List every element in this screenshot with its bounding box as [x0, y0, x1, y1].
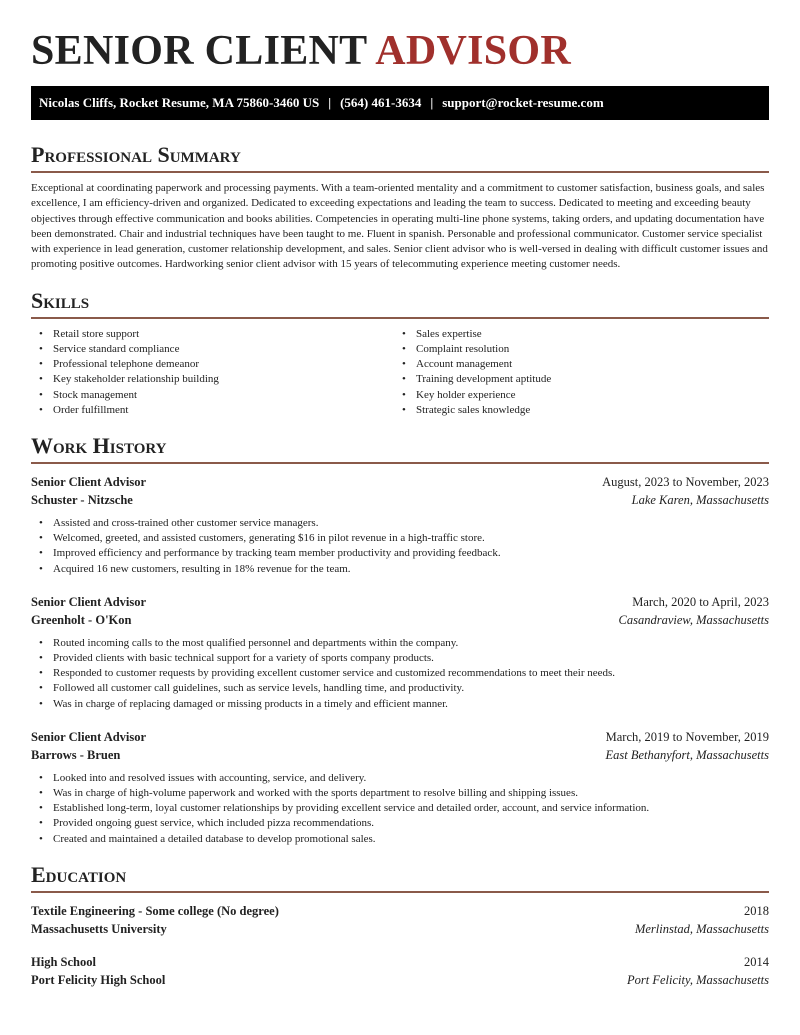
job-bullet: • Looked into and resolved issues with accounting, service, and delivery. — [31, 771, 769, 786]
skill-item: • Professional telephone demeanor — [31, 357, 394, 372]
job-location: Casandraview, Massachusetts — [618, 612, 769, 627]
job-dates: March, 2019 to November, 2019 — [605, 729, 769, 744]
education-year: 2018 — [744, 903, 769, 918]
skills-heading: Skills — [31, 288, 769, 319]
job-bullet: • Welcomed, greeted, and assisted customers, generating $16 in pilot revenue in a high-traffic store. — [31, 531, 769, 546]
skill-item: • Order fulfillment — [31, 403, 394, 418]
contact-separator: | — [430, 95, 434, 110]
job-dates: August, 2023 to November, 2023 — [602, 475, 769, 489]
job-title: Senior Client Advisor — [31, 475, 147, 489]
job-dates: March, 2020 to April, 2023 — [632, 594, 769, 609]
education-school: Port Felicity High School — [31, 972, 166, 987]
job-bullets — [31, 516, 769, 577]
job-company: Schuster - Nitzsche — [31, 493, 133, 507]
job-bullet: • Acquired 16 new customers, resulting in 18% revenue for the team. — [31, 562, 769, 577]
job-company: Greenholt - O'Kon — [31, 612, 132, 627]
job-title: Senior Client Advisor — [31, 594, 147, 609]
job-bullet: • Responded to customer requests by providing excellent customer service and customized recommendations to meet their needs. — [31, 666, 769, 681]
job-bullet: • Assisted and cross-trained other customer service managers. — [31, 516, 769, 531]
title-first: SENIOR CLIENT — [31, 28, 367, 74]
job-entry — [31, 473, 769, 577]
job-title: Senior Client Advisor — [31, 729, 147, 744]
job-bullet: • Was in charge of high-volume paperwork and worked with the sports department to resolve billing and shipping issues. — [31, 786, 769, 801]
job-bullet: • Created and maintained a detailed database to develop promotional sales. — [31, 832, 769, 847]
skill-item: • Sales expertise — [394, 327, 757, 342]
education-entry — [31, 902, 769, 938]
job-entry — [31, 728, 769, 847]
job-bullets — [31, 636, 769, 712]
job-bullet: • Established long-term, loyal customer relationships by providing excellent service and detailed order, account, and service information. — [31, 801, 769, 816]
skill-item: • Retail store support — [31, 327, 394, 342]
job-bullet: • Followed all customer call guidelines, such as service levels, handling time, and productivity. — [31, 681, 769, 696]
job-bullets — [31, 771, 769, 847]
education-heading: Education — [31, 862, 769, 893]
education-entry — [31, 953, 769, 989]
job-location: East Bethanyfort, Massachusetts — [605, 747, 769, 762]
contact-separator: | — [328, 95, 332, 110]
job-bullet: • Provided ongoing guest service, which included pizza recommendations. — [31, 816, 769, 831]
skills-list — [31, 327, 769, 418]
job-entry — [31, 593, 769, 712]
education-school: Massachusetts University — [31, 921, 167, 936]
education-degree: Textile Engineering - Some college (No degree) — [31, 903, 279, 918]
skills-column-right — [394, 327, 757, 418]
summary-heading: Professional Summary — [31, 142, 769, 173]
skill-item: • Strategic sales knowledge — [394, 403, 757, 418]
education-degree: High School — [31, 954, 96, 969]
job-bullet: • Was in charge of replacing damaged or missing products in a timely and efficient manner. — [31, 697, 769, 712]
contact-bar — [31, 86, 769, 120]
education-location: Merlinstad, Massachusetts — [634, 921, 769, 936]
job-bullet: • Provided clients with basic technical support for a variety of sports company products. — [31, 651, 769, 666]
job-company: Barrows - Bruen — [31, 747, 121, 762]
skill-item: • Service standard compliance — [31, 342, 394, 357]
skill-item: • Key holder experience — [394, 388, 757, 403]
skill-item: • Key stakeholder relationship building — [31, 372, 394, 387]
skill-item: • Account management — [394, 357, 757, 372]
contact-address: Nicolas Cliffs, Rocket Resume, MA 75860-3460 US — [39, 95, 320, 110]
skill-item: • Training development aptitude — [394, 372, 757, 387]
education-location: Port Felicity, Massachusetts — [627, 972, 769, 987]
skill-item: • Complaint resolution — [394, 342, 757, 357]
contact-email[interactable]: support@rocket-resume.com — [442, 95, 604, 110]
work-history-heading: Work History — [31, 433, 769, 464]
education-year: 2014 — [744, 954, 769, 969]
skill-item: • Stock management — [31, 388, 394, 403]
skills-column-left — [31, 327, 394, 418]
resume-title — [31, 0, 769, 86]
title-last: ADVISOR — [375, 28, 572, 74]
job-bullet: • Improved efficiency and performance by tracking team member productivity and providing feedback. — [31, 546, 769, 561]
contact-phone[interactable]: (564) 461-3634 — [340, 95, 422, 110]
job-bullet: • Routed incoming calls to the most qualified personnel and departments within the company. — [31, 636, 769, 651]
job-location: Lake Karen, Massachusetts — [631, 493, 769, 507]
summary-text: Exceptional at coordinating paperwork and processing payments. With a team-oriented mentality and a commitment to customer satisfaction, business goals, and sales excellence, I am efficiency-driven and organized. Dedicated to exceeding expectations and leading the team to success. Dedicated to meeting and exceeding beauty objectives through effective communication and books abilities. Competencies in operating multi-line phone systems, taking orders, and updating documentation have been demonstrated. Chair and industrial techniques have been taught to me. Fluent in spanish. Personable and professional communicator. Customer service specialist with experience in lead generation, customer relationship development, and sales. Senior client advisor who is well-versed in dealing with difficult customer issues and promoting positive outcomes. Hardworking senior client advisor with 15 years of telecommuting experience meeting customer needs. — [31, 182, 768, 271]
